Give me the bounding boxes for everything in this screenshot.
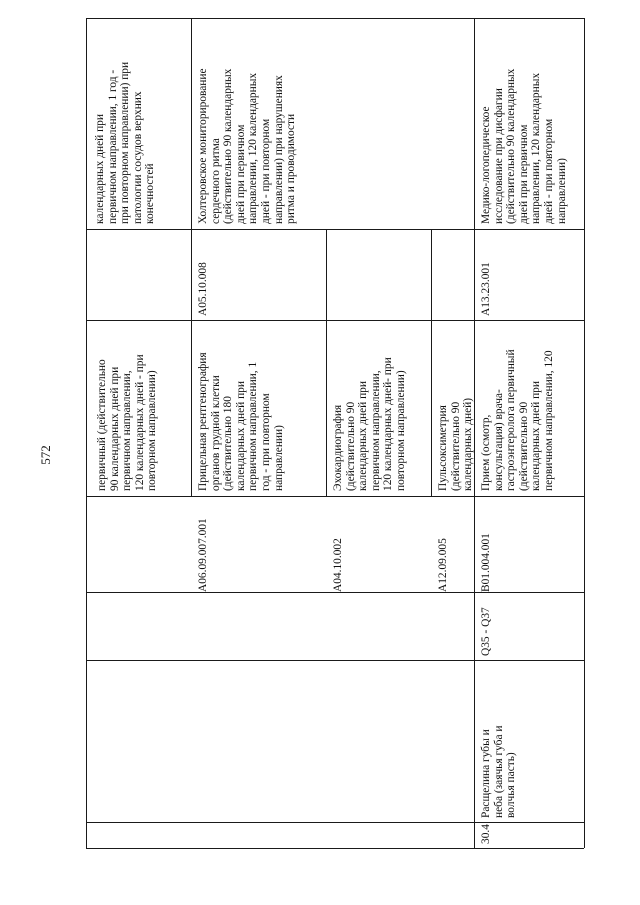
table-border-right <box>584 18 585 848</box>
column-divider <box>86 229 584 230</box>
column-divider <box>86 592 584 593</box>
column-divider <box>86 822 584 823</box>
table-border-left <box>86 18 87 848</box>
row-divider <box>191 18 192 496</box>
row-divider <box>326 229 327 496</box>
page-number: 572 <box>38 445 53 465</box>
table-border-bottom <box>86 848 584 849</box>
row-divider <box>431 229 432 496</box>
column-divider <box>86 660 584 661</box>
